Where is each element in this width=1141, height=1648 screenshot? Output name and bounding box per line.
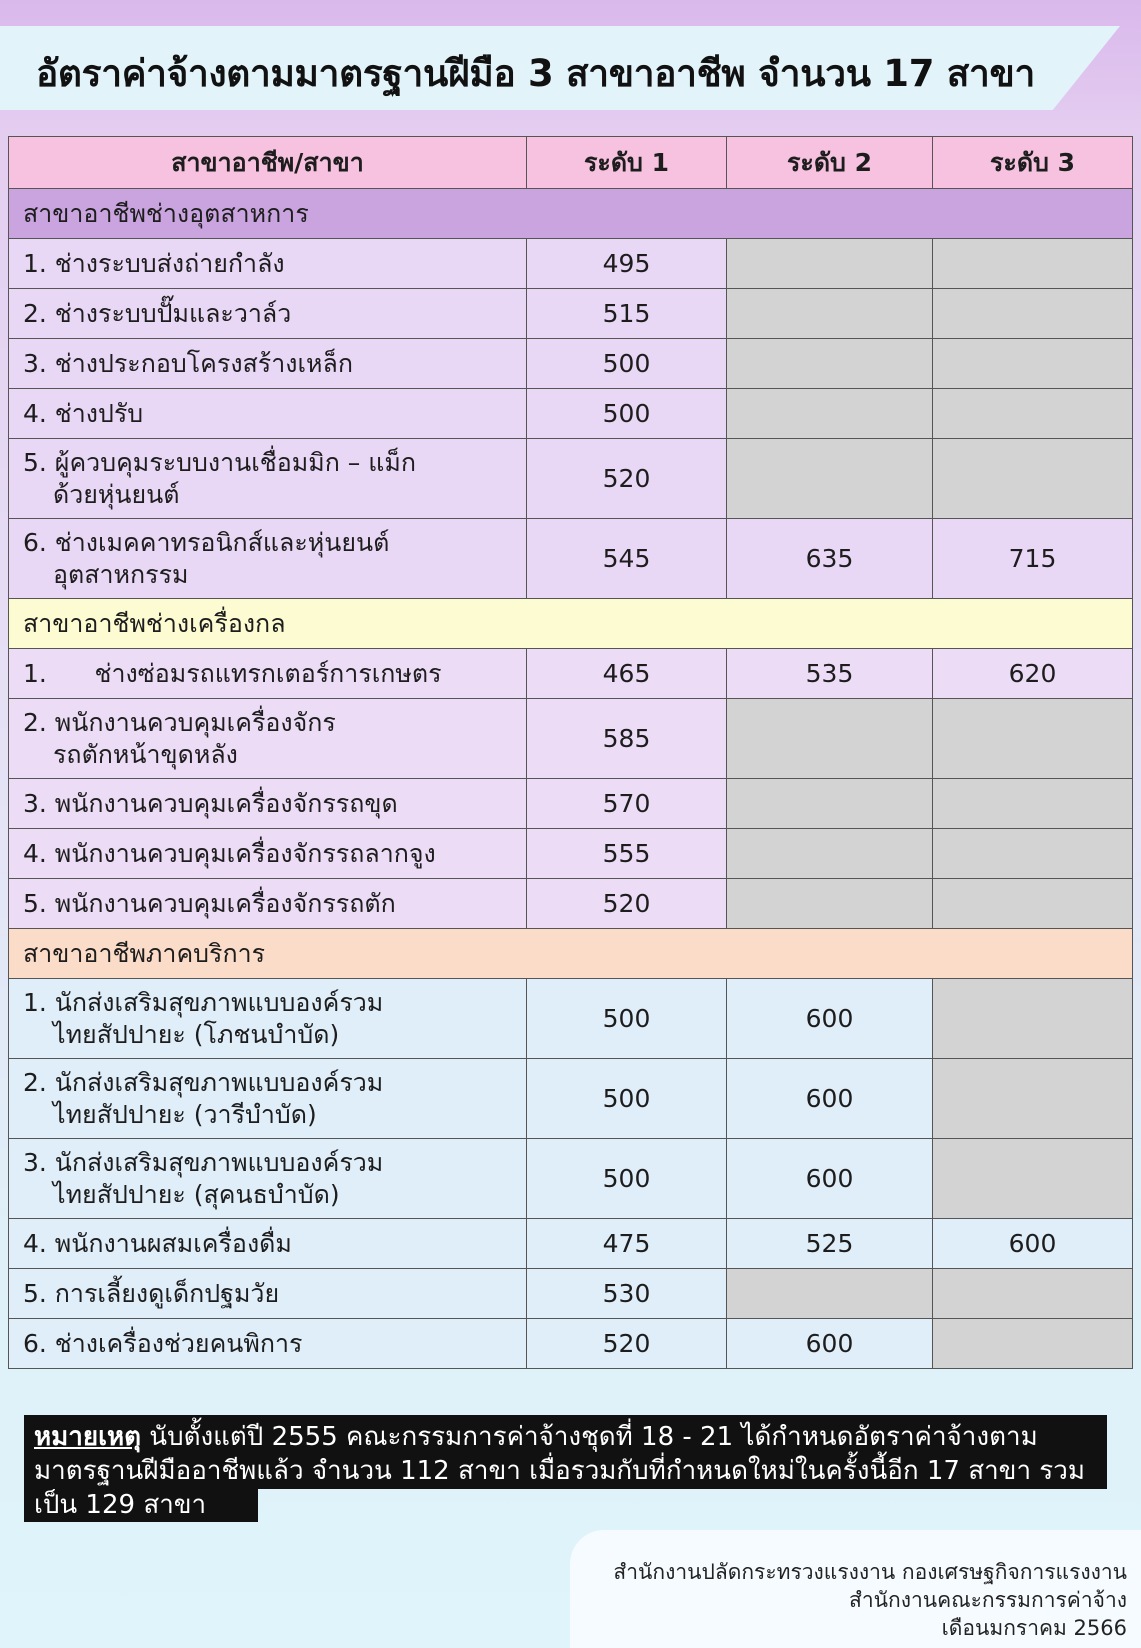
category-mechanical: สาขาอาชีพช่างเครื่องกล bbox=[9, 599, 1133, 649]
occupation-line-2: อุตสาหกรรม bbox=[53, 559, 189, 589]
occupation-line-1: 5. ผู้ควบคุมระบบงานเชื่อมมิก – แม็ก bbox=[23, 447, 416, 477]
table-row bbox=[9, 829, 1133, 879]
note-text: นับตั้งแต่ปี 2555 คณะกรรมการค่าจ้างชุดที่ 18 - 21 ได้กำหนดอัตราค่าจ้างตามมาตรฐานฝีมืออาชีพแล้ว จำนวน 112 สาขา เมื่อรวมกับที่กำหนดใหม่ในครั้งนี้อีก 17 สาขา รวมเป็น 129 สาขา bbox=[34, 1422, 1086, 1520]
occupation-name: 1. ช่างซ่อมรถแทรกเตอร์การเกษตร bbox=[9, 649, 527, 699]
level-2-empty bbox=[727, 829, 933, 879]
occupation-line-1: 2. พนักงานควบคุมเครื่องจักร bbox=[23, 707, 336, 737]
category-row bbox=[9, 929, 1133, 979]
table-row bbox=[9, 1269, 1133, 1319]
header-level-1: ระดับ 1 bbox=[527, 137, 727, 189]
source-credit bbox=[567, 1558, 1127, 1642]
occupation-line-1: 6. ช่างเมคคาทรอนิกส์และหุ่นยนต์ bbox=[23, 527, 390, 557]
level-3-empty bbox=[933, 879, 1133, 929]
level-1-rate: 465 bbox=[527, 649, 727, 699]
level-3-rate: 600 bbox=[933, 1219, 1133, 1269]
occupation-name: 3. พนักงานควบคุมเครื่องจักรรถขุด bbox=[9, 779, 527, 829]
level-3-empty bbox=[933, 829, 1133, 879]
occupation-name: 5. พนักงานควบคุมเครื่องจักรรถตัก bbox=[9, 879, 527, 929]
occupation-name: 2. ช่างระบบปั๊มและวาล์ว bbox=[9, 289, 527, 339]
level-1-rate: 500 bbox=[527, 1059, 727, 1139]
level-1-rate: 545 bbox=[527, 519, 727, 599]
category-row bbox=[9, 599, 1133, 649]
table-row bbox=[9, 1319, 1133, 1369]
table-row bbox=[9, 979, 1133, 1059]
level-3-empty bbox=[933, 1059, 1133, 1139]
level-3-empty bbox=[933, 439, 1133, 519]
table-row bbox=[9, 289, 1133, 339]
level-2-rate: 600 bbox=[727, 1139, 933, 1219]
level-1-rate: 500 bbox=[527, 979, 727, 1059]
occupation-name: 3. ช่างประกอบโครงสร้างเหล็ก bbox=[9, 339, 527, 389]
category-row bbox=[9, 189, 1133, 239]
occupation-line-2: ด้วยหุ่นยนต์ bbox=[53, 479, 180, 509]
occupation-name bbox=[9, 439, 527, 519]
occupation-name: 6. ช่างเครื่องช่วยคนพิการ bbox=[9, 1319, 527, 1369]
level-2-empty bbox=[727, 879, 933, 929]
level-1-rate: 520 bbox=[527, 439, 727, 519]
occupation-name bbox=[9, 1059, 527, 1139]
level-3-empty bbox=[933, 289, 1133, 339]
level-2-rate: 600 bbox=[727, 979, 933, 1059]
level-1-rate: 520 bbox=[527, 1319, 727, 1369]
table-header-row bbox=[9, 137, 1133, 189]
level-2-rate: 600 bbox=[727, 1059, 933, 1139]
occupation-name bbox=[9, 519, 527, 599]
level-3-empty bbox=[933, 1319, 1133, 1369]
note bbox=[34, 1420, 1104, 1523]
table-row bbox=[9, 519, 1133, 599]
occupation-line-2: ไทยสัปปายะ (วารีบำบัด) bbox=[53, 1099, 317, 1129]
level-3-rate: 620 bbox=[933, 649, 1133, 699]
table-row bbox=[9, 439, 1133, 519]
category-industrial: สาขาอาชีพช่างอุตสาหการ bbox=[9, 189, 1133, 239]
level-2-empty bbox=[727, 289, 933, 339]
level-2-empty bbox=[727, 779, 933, 829]
level-3-rate: 715 bbox=[933, 519, 1133, 599]
level-2-empty bbox=[727, 239, 933, 289]
occupation-name: 4. พนักงานผสมเครื่องดื่ม bbox=[9, 1219, 527, 1269]
level-2-empty bbox=[727, 1269, 933, 1319]
level-1-rate: 515 bbox=[527, 289, 727, 339]
level-3-empty bbox=[933, 389, 1133, 439]
level-1-rate: 585 bbox=[527, 699, 727, 779]
level-3-empty bbox=[933, 339, 1133, 389]
level-2-rate: 525 bbox=[727, 1219, 933, 1269]
level-3-empty bbox=[933, 1139, 1133, 1219]
wage-table bbox=[8, 136, 1133, 1369]
table-row bbox=[9, 649, 1133, 699]
level-1-rate: 495 bbox=[527, 239, 727, 289]
occupation-line-1: 3. นักส่งเสริมสุขภาพแบบองค์รวม bbox=[23, 1147, 384, 1177]
level-2-rate: 635 bbox=[727, 519, 933, 599]
level-3-empty bbox=[933, 979, 1133, 1059]
category-service: สาขาอาชีพภาคบริการ bbox=[9, 929, 1133, 979]
level-2-empty bbox=[727, 699, 933, 779]
level-2-empty bbox=[727, 389, 933, 439]
header-occupation: สาขาอาชีพ/สาขา bbox=[9, 137, 527, 189]
level-3-empty bbox=[933, 699, 1133, 779]
occupation-line-2: รถตักหน้าขุดหลัง bbox=[53, 739, 238, 769]
occupation-name bbox=[9, 979, 527, 1059]
level-1-rate: 475 bbox=[527, 1219, 727, 1269]
level-2-rate: 600 bbox=[727, 1319, 933, 1369]
level-1-rate: 570 bbox=[527, 779, 727, 829]
table-row bbox=[9, 779, 1133, 829]
occupation-name: 4. ช่างปรับ bbox=[9, 389, 527, 439]
occupation-line-1: 1. นักส่งเสริมสุขภาพแบบองค์รวม bbox=[23, 987, 384, 1017]
level-1-rate: 500 bbox=[527, 339, 727, 389]
level-1-rate: 530 bbox=[527, 1269, 727, 1319]
occupation-line-1: 2. นักส่งเสริมสุขภาพแบบองค์รวม bbox=[23, 1067, 384, 1097]
level-3-empty bbox=[933, 239, 1133, 289]
table-row bbox=[9, 239, 1133, 289]
credit-line-3: เดือนมกราคม 2566 bbox=[941, 1616, 1127, 1640]
level-1-rate: 520 bbox=[527, 879, 727, 929]
level-2-empty bbox=[727, 439, 933, 519]
header-level-3: ระดับ 3 bbox=[933, 137, 1133, 189]
table-row bbox=[9, 1059, 1133, 1139]
occupation-name: 1. ช่างระบบส่งถ่ายกำลัง bbox=[9, 239, 527, 289]
occupation-line-2: ไทยสัปปายะ (โภชนบำบัด) bbox=[53, 1019, 340, 1049]
occupation-line-2: ไทยสัปปายะ (สุคนธบำบัด) bbox=[53, 1179, 340, 1209]
credit-line-1: สำนักงานปลัดกระทรวงแรงงาน กองเศรษฐกิจการแรงงาน bbox=[613, 1560, 1127, 1584]
level-2-empty bbox=[727, 339, 933, 389]
occupation-name bbox=[9, 699, 527, 779]
note-label: หมายเหตุ bbox=[34, 1422, 142, 1452]
table-row bbox=[9, 1139, 1133, 1219]
occupation-name: 5. การเลี้ยงดูเด็กปฐมวัย bbox=[9, 1269, 527, 1319]
table-row bbox=[9, 699, 1133, 779]
level-2-rate: 535 bbox=[727, 649, 933, 699]
level-1-rate: 500 bbox=[527, 389, 727, 439]
table-row bbox=[9, 389, 1133, 439]
level-1-rate: 500 bbox=[527, 1139, 727, 1219]
level-1-rate: 555 bbox=[527, 829, 727, 879]
level-3-empty bbox=[933, 779, 1133, 829]
page-title: อัตราค่าจ้างตามมาตรฐานฝีมือ 3 สาขาอาชีพ จำนวน 17 สาขา bbox=[36, 52, 1036, 95]
table-row bbox=[9, 339, 1133, 389]
table-row bbox=[9, 1219, 1133, 1269]
credit-line-2: สำนักงานคณะกรรมการค่าจ้าง bbox=[849, 1588, 1127, 1612]
occupation-name bbox=[9, 1139, 527, 1219]
header-level-2: ระดับ 2 bbox=[727, 137, 933, 189]
table-row bbox=[9, 879, 1133, 929]
occupation-name: 4. พนักงานควบคุมเครื่องจักรรถลากจูง bbox=[9, 829, 527, 879]
level-3-empty bbox=[933, 1269, 1133, 1319]
